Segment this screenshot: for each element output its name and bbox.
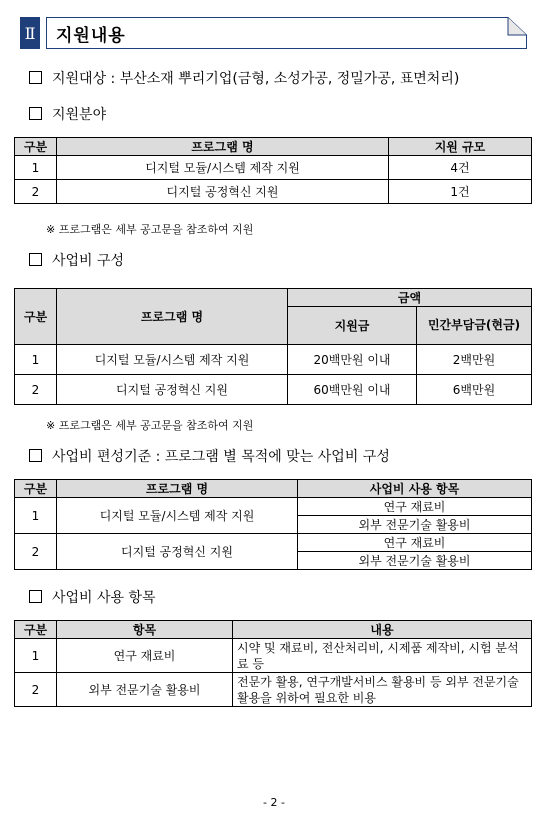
budget-heading xyxy=(29,250,124,270)
budget-heading-text: 사업비 구성 xyxy=(52,253,125,269)
table-header: 구분 xyxy=(15,621,57,639)
target-line xyxy=(29,68,459,88)
table-cell: 1건 xyxy=(389,180,532,204)
table-header: 민간부담금(현금) xyxy=(417,307,532,345)
table-row xyxy=(15,156,532,180)
table-cell: 2 xyxy=(15,375,57,405)
usage-heading xyxy=(29,587,156,607)
table-cell: 외부 전문기술 활용비 xyxy=(57,673,233,707)
table-cell: 외부 전문기술 활용비 xyxy=(298,552,532,570)
table-header: 구분 xyxy=(15,480,57,498)
target-text: 지원대상 : 부산소재 뿌리기업(금형, 소성가공, 정밀가공, 표면처리) xyxy=(52,71,460,87)
checkbox-icon xyxy=(29,449,42,462)
table-header: 금액 xyxy=(288,289,532,307)
field-table xyxy=(14,137,532,204)
table-header: 프로그램 명 xyxy=(57,138,389,156)
table-header: 지원금 xyxy=(288,307,417,345)
table-cell: 연구 재료비 xyxy=(298,498,532,516)
criteria-table xyxy=(14,479,532,570)
table-row xyxy=(15,673,532,707)
section-number: Ⅱ xyxy=(24,23,36,43)
table-cell: 디지털 공정혁신 지원 xyxy=(57,180,389,204)
table-header: 지원 규모 xyxy=(389,138,532,156)
table-cell: 디지털 모듈/시스템 제작 지원 xyxy=(57,156,389,180)
usage-table xyxy=(14,620,532,707)
page-number: - 2 - xyxy=(263,796,285,809)
table-cell: 연구 재료비 xyxy=(57,639,233,673)
table-cell: 20백만원 이내 xyxy=(288,345,417,375)
checkbox-icon xyxy=(29,107,42,120)
field-heading xyxy=(29,104,106,124)
table-cell: 디지털 모듈/시스템 제작 지원 xyxy=(57,345,288,375)
criteria-line xyxy=(29,446,390,466)
section-number-box xyxy=(20,17,40,49)
table-cell: 2 xyxy=(15,180,57,204)
table-cell: 1 xyxy=(15,498,57,534)
table-cell: 4건 xyxy=(389,156,532,180)
table-header: 프로그램 명 xyxy=(57,289,288,345)
table-header: 프로그램 명 xyxy=(57,480,298,498)
table-cell: 전문가 활용, 연구개발서비스 활용비 등 외부 전문기술 활용을 위하여 필요한 비용 xyxy=(233,673,532,707)
table-row xyxy=(15,534,532,552)
table-cell: 디지털 모듈/시스템 제작 지원 xyxy=(57,498,298,534)
budget-table xyxy=(14,288,532,405)
usage-heading-text: 사업비 사용 항목 xyxy=(52,590,156,606)
table-cell: 외부 전문기술 활용비 xyxy=(298,516,532,534)
table-cell: 2 xyxy=(15,534,57,570)
table-header: 구분 xyxy=(15,289,57,345)
table-row xyxy=(15,345,532,375)
table-cell: 시약 및 재료비, 전산처리비, 시제품 제작비, 시험 분석료 등 xyxy=(233,639,532,673)
table-row xyxy=(15,180,532,204)
table-header: 내용 xyxy=(233,621,532,639)
table-cell: 2백만원 xyxy=(417,345,532,375)
section-title-box xyxy=(46,17,527,49)
table-row xyxy=(15,375,532,405)
table-cell: 2 xyxy=(15,673,57,707)
table-cell: 1 xyxy=(15,345,57,375)
table-cell: 6백만원 xyxy=(417,375,532,405)
note-1: ※ 프로그램은 세부 공고문을 참조하여 지원 xyxy=(46,223,254,236)
table-header: 사업비 사용 항목 xyxy=(298,480,532,498)
table-header: 항목 xyxy=(57,621,233,639)
section-title: 지원내용 xyxy=(56,26,126,46)
table-row xyxy=(15,639,532,673)
table-cell: 1 xyxy=(15,639,57,673)
table-cell: 연구 재료비 xyxy=(298,534,532,552)
field-heading-text: 지원분야 xyxy=(52,107,107,123)
table-header: 구분 xyxy=(15,138,57,156)
table-cell: 디지털 공정혁신 지원 xyxy=(57,534,298,570)
table-cell: 디지털 공정혁신 지원 xyxy=(57,375,288,405)
table-cell: 60백만원 이내 xyxy=(288,375,417,405)
checkbox-icon xyxy=(29,590,42,603)
checkbox-icon xyxy=(29,71,42,84)
table-cell: 1 xyxy=(15,156,57,180)
criteria-text: 사업비 편성기준 : 프로그램 별 목적에 맞는 사업비 구성 xyxy=(52,449,390,465)
note-2: ※ 프로그램은 세부 공고문을 참조하여 지원 xyxy=(46,419,254,432)
table-row xyxy=(15,498,532,516)
checkbox-icon xyxy=(29,253,42,266)
